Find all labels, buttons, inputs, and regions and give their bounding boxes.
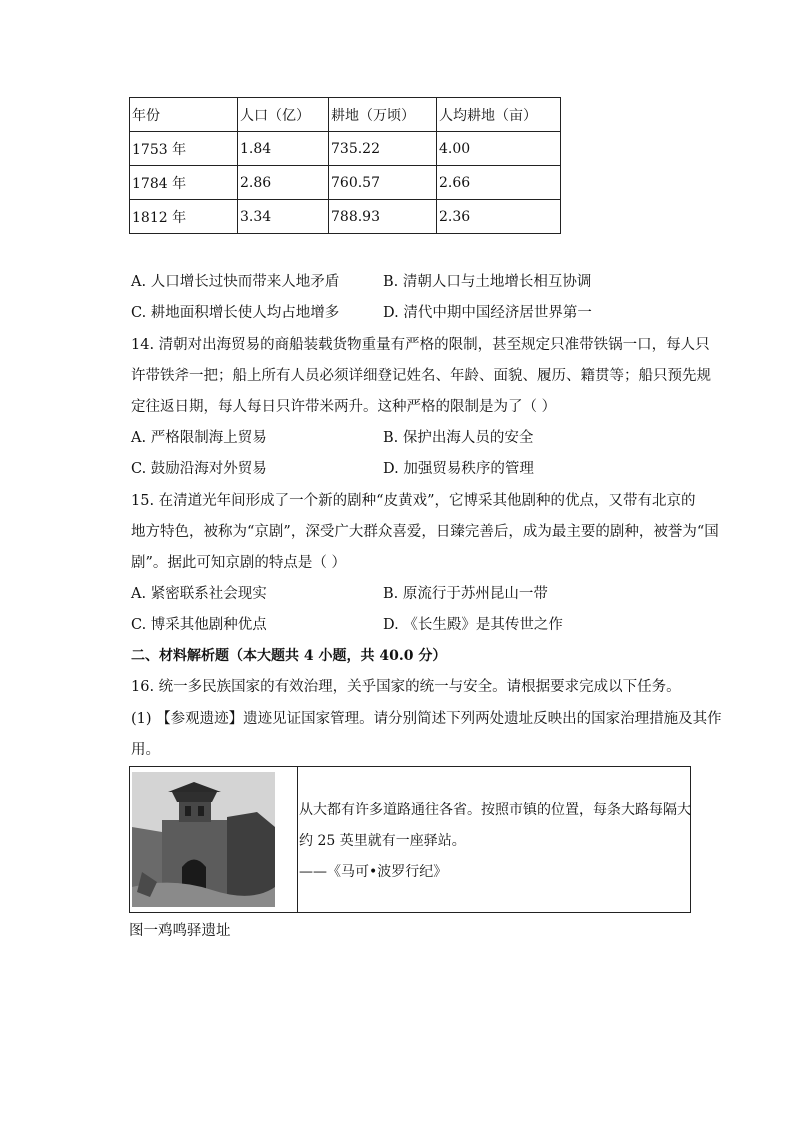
table-header-row <box>130 98 561 132</box>
table-cell: 1812 年 <box>130 200 238 234</box>
q16-task-line: (1) 【参观遗迹】遗迹见证国家管理。请分别简述下列两处遗址反映出的国家治理措施及其作 <box>131 711 722 727</box>
q13-option-d: D. 清代中期中国经济居世界第一 <box>383 305 592 321</box>
table-cell: 2.66 <box>437 166 561 200</box>
table-cell: 788.93 <box>329 200 437 234</box>
table-cell: 760.57 <box>329 166 437 200</box>
q14-stem-line: 许带铁斧一把；船上所有人员必须详细登记姓名、年龄、面貌、履历、籍贯等；船只预先规 <box>131 368 711 384</box>
quote-line: 从大都有许多道路通往各省。按照市镇的位置，每条大路每隔大 <box>299 802 691 818</box>
section-heading: 二、材料解析题（本大题共 4 小题，共 40.0 分） <box>131 648 447 664</box>
table-header-cell: 耕地（万顷） <box>329 98 437 132</box>
quote-line: 约 25 英里就有一座驿站。 <box>299 833 466 849</box>
table-row <box>130 166 561 200</box>
population-land-table <box>129 97 561 234</box>
q14-option-c: C. 鼓励沿海对外贸易 <box>131 461 267 477</box>
q15-stem-line: 15. 在清道光年间形成了一个新的剧种“皮黄戏”，它博采其他剧种的优点，又带有北京的 <box>131 493 696 509</box>
quote-source: ——《马可•波罗行纪》 <box>299 864 448 880</box>
q16-intro: 16. 统一多民族国家的有效治理，关乎国家的统一与安全。请根据要求完成以下任务。 <box>131 679 681 695</box>
photo-caption: 图一鸡鸣驿遗址 <box>129 923 231 939</box>
table-header-cell: 人口（亿） <box>238 98 329 132</box>
q14-stem-line: 定往返日期，每人每日只许带米两升。这种严格的限制是为了（ ） <box>131 399 557 415</box>
q13-option-c: C. 耕地面积增长使人均占地增多 <box>131 305 340 321</box>
q16-task-line: 用。 <box>131 742 160 758</box>
q15-stem-line: 剧”。据此可知京剧的特点是（ ） <box>131 555 347 571</box>
table-cell: 2.86 <box>238 166 329 200</box>
jimingyi-photo <box>132 772 275 907</box>
q15-option-c: C. 博采其他剧种优点 <box>131 617 267 633</box>
q13-option-b: B. 清朝人口与土地增长相互协调 <box>383 274 592 290</box>
table-cell: 1753 年 <box>130 132 238 166</box>
q13-option-a: A. 人口增长过快而带来人地矛盾 <box>131 274 340 290</box>
q14-option-a: A. 严格限制海上贸易 <box>131 430 267 446</box>
table-row <box>130 132 561 166</box>
table-header-cell: 年份 <box>130 98 238 132</box>
q15-option-a: A. 紧密联系社会现实 <box>131 586 267 602</box>
table-cell: 1.84 <box>238 132 329 166</box>
table-cell: 3.34 <box>238 200 329 234</box>
table-cell: 1784 年 <box>130 166 238 200</box>
table-header-cell: 人均耕地（亩） <box>437 98 561 132</box>
q15-option-d: D. 《长生殿》是其传世之作 <box>383 617 563 633</box>
table-cell: 735.22 <box>329 132 437 166</box>
q14-option-d: D. 加强贸易秩序的管理 <box>383 461 534 477</box>
table-cell: 2.36 <box>437 200 561 234</box>
site-material-box <box>129 766 691 913</box>
q15-stem-line: 地方特色，被称为“京剧”，深受广大群众喜爱，日臻完善后，成为最主要的剧种，被誉为“国 <box>131 524 719 540</box>
q14-option-b: B. 保护出海人员的安全 <box>383 430 534 446</box>
table-row <box>130 200 561 234</box>
table-cell: 4.00 <box>437 132 561 166</box>
q14-stem-line: 14. 清朝对出海贸易的商船装载货物重量有严格的限制，甚至规定只准带铁锅一口，每人只 <box>131 337 710 353</box>
q15-option-b: B. 原流行于苏州昆山一带 <box>383 586 548 602</box>
box-divider <box>297 767 298 912</box>
